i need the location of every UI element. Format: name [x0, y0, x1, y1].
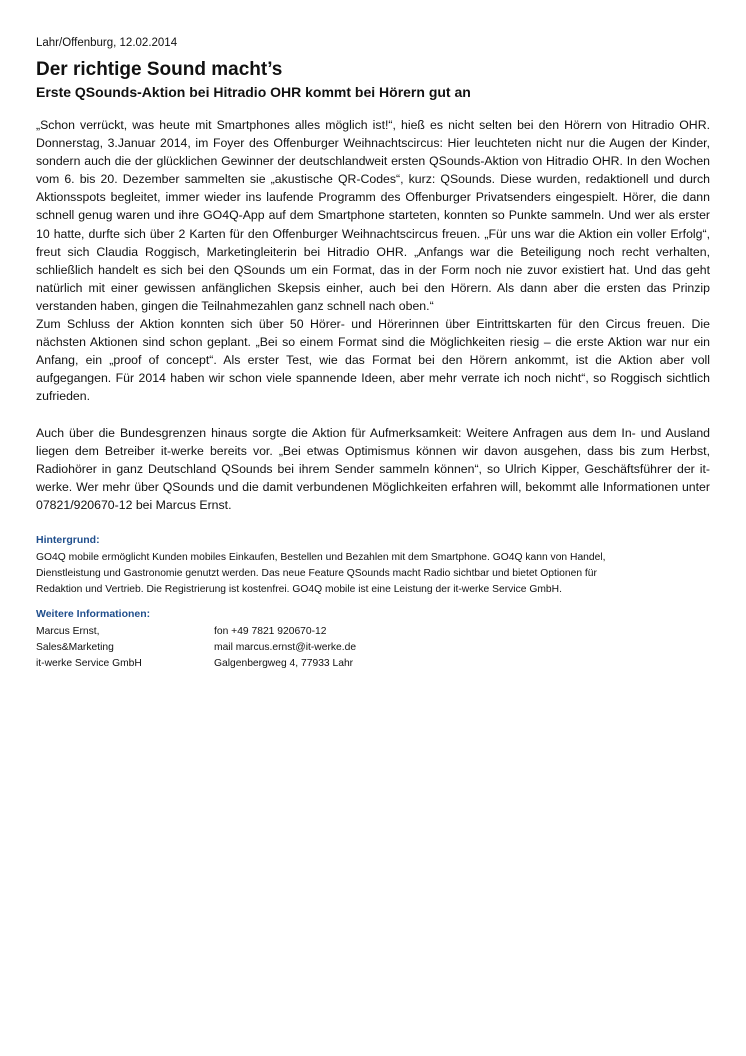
- contact-role: Sales&Marketing: [36, 641, 114, 653]
- contact-name: Marcus Ernst,: [36, 625, 100, 637]
- contact-phone: fon +49 7821 920670-12: [214, 625, 327, 637]
- subheadline: Erste QSounds-Aktion bei Hitradio OHR kommt bei Hörern gut an: [36, 84, 471, 100]
- contact-company: it-werke Service GmbH: [36, 657, 142, 669]
- dateline: Lahr/Offenburg, 12.02.2014: [36, 37, 178, 49]
- background-line: Redaktion und Vertrieb. Die Registrierung ist kostenfrei. GO4Q mobile ist eine Leistung der it-werke Service GmbH.: [36, 583, 562, 595]
- press-release-page: [36, 36, 710, 672]
- contact-mail[interactable]: mail marcus.ernst@it-werke.de: [214, 641, 357, 653]
- background-heading: Hintergrund:: [36, 533, 100, 546]
- headline: Der richtige Sound macht’s: [36, 59, 283, 80]
- paragraph-2: Zum Schluss der Aktion konnten sich über 50 Hörer- und Hörerinnen über Eintrittskarten für den Circus freuen. Die nächsten Aktionen sind schon geplant. „Bei so einem Format sind die Möglichkeiten riesig – die erste Aktion war nur ein Anfang, ein „proof of concept“. Als erster Test, wie das Format bei den Hörern ankommt, ist die Aktion aber voll aufgegangen. Für 2014 haben wir schon viele spannende Ideen, aber mehr verrate ich noch nicht“, so Roggisch sichtlich zufrieden.: [36, 317, 710, 404]
- contact-address: Galgenbergweg 4, 77933 Lahr: [214, 657, 354, 669]
- paragraph-3: Auch über die Bundesgrenzen hinaus sorgte die Aktion für Aufmerksamkeit: Weitere Anfragen aus dem In- und Ausland liegen dem Betreiber it-werke bereits vor. „Bei etwas Optimismus können wir davon ausgehen, dass bis zum Herbst, Radiohörer in ganz Deutschland QSounds bei ihrem Sender sammeln können“, so Ulrich Kipper, Geschäftsführer der it-werke. Wer mehr über QSounds und die damit verbundenen Möglichkeiten erfahren will, bekommt alle Informationen unter 07821/920670-12 bei Marcus Ernst.: [36, 425, 710, 512]
- contact-block: [36, 624, 710, 672]
- background-text: [36, 550, 710, 598]
- background-line: GO4Q mobile ermöglicht Kunden mobiles Einkaufen, Bestellen und Bezahlen mit dem Smartphone. GO4Q kann von Handel,: [36, 551, 606, 563]
- background-line: Dienstleistung und Gastronomie genutzt werden. Das neue Feature QSounds macht Radio sichtbar und bietet Optionen für: [36, 567, 597, 579]
- article-body: [36, 116, 710, 514]
- paragraph-1: „Schon verrückt, was heute mit Smartphones alles möglich ist!“, hieß es nicht selten bei den Hörern von Hitradio OHR. Donnerstag, 3.Januar 2014, im Foyer des Offenburger Weihnachtscircus: Hier leuchteten nicht nur die Augen der Kinder, sondern auch die der glücklichen Gewinner der deutschlandweit ersten QSounds-Aktion von Hitradio OHR. In den Wochen vom 6. bis 20. Dezember sammelten sie „akustische QR-Codes“, kurz: QSounds. Diese wurden, redaktionell und durch Aktionsspots begleitet, immer wieder ins laufende Programm des Offenburger Privatsenders eingespielt. Hörer, die dann schnell genug waren und ihre GO4Q-App auf dem Smartphone starteten, konnten so Punkte sammeln. Und wer als erster 10 hatte, durfte sich über 2 Karten für den Offenburger Weihnachtscircus freuen. „Für uns war die Aktion ein voller Erfolg“, freut sich Claudia Roggisch, Marketingleiterin bei Hitradio OHR. „Anfangs war die Beteiligung noch recht verhalten, schließlich handelt es sich bei den QSounds um ein Format, das in der Form noch nie zuvor existiert hat. Und das geht natürlich mit einer gewissen anfänglichen Skepsis einher, auch bei den Hörern. Als dann aber die ersten das Prinzip verstanden haben, gingen die Teilnahmezahlen ganz schnell nach oben.“: [36, 118, 710, 313]
- more-info-heading: Weitere Informationen:: [36, 607, 151, 620]
